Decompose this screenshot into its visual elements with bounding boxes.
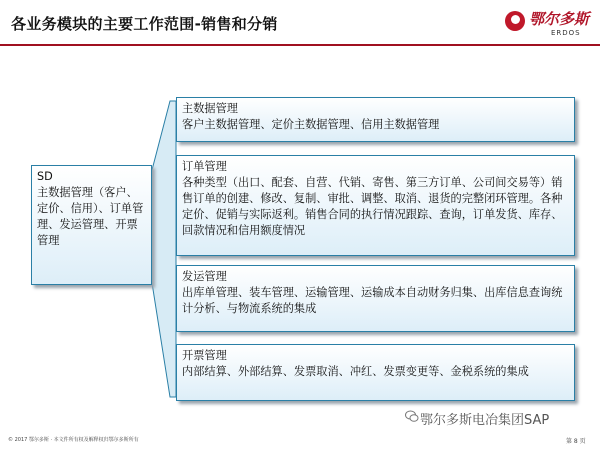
logo-english-text: ERDOS [551, 29, 581, 37]
shipping-management-box [176, 265, 575, 332]
module-heading: 订单管理 [182, 160, 227, 173]
order-management-box [176, 155, 575, 256]
page-title: 各业务模块的主要工作范围-销售和分销 [11, 15, 278, 33]
page-number: 第 8 页 [566, 438, 586, 445]
module-text: 出库单管理、装车管理、运输管理、运输成本自动财务归集、出库信息查询统计分析、与物流系统的集成 [182, 286, 563, 315]
wechat-icon [405, 410, 419, 423]
module-text: 各种类型（出口、配套、自营、代销、寄售、第三方订单、公司间交易等）销售订单的创建、修改、复制、审批、调整、取消、退货的完整闭环管理。各种定价、促销与实际返利。销售合同的执行情况跟踪、查询，订单发货、库存、回款情况和信用额度情况 [182, 176, 563, 237]
module-text: 内部结算、外部结算、发票取消、冲红、发票变更等、金税系统的集成 [182, 365, 529, 378]
module-heading: 主数据管理 [182, 102, 238, 115]
logo-chinese-text: 鄂尔多斯 [529, 10, 590, 28]
module-heading: 开票管理 [182, 349, 227, 362]
module-heading: 发运管理 [182, 270, 227, 283]
master-data-box [176, 97, 575, 142]
billing-management-box [176, 344, 575, 401]
sd-description: 主数据管理（客户、定价、信用）、订单管理、发运管理、开票管理 [37, 186, 144, 247]
sd-module-box [31, 165, 152, 285]
module-text: 客户主数据管理、定价主数据管理、信用主数据管理 [182, 118, 440, 131]
footer-copyright: © 2017 鄂尔多斯 · 本文件所有权及解释权归鄂尔多斯所有 [8, 437, 139, 443]
watermark-text: 鄂尔多斯电冶集团SAP [420, 413, 550, 428]
sd-label: SD [37, 170, 53, 183]
